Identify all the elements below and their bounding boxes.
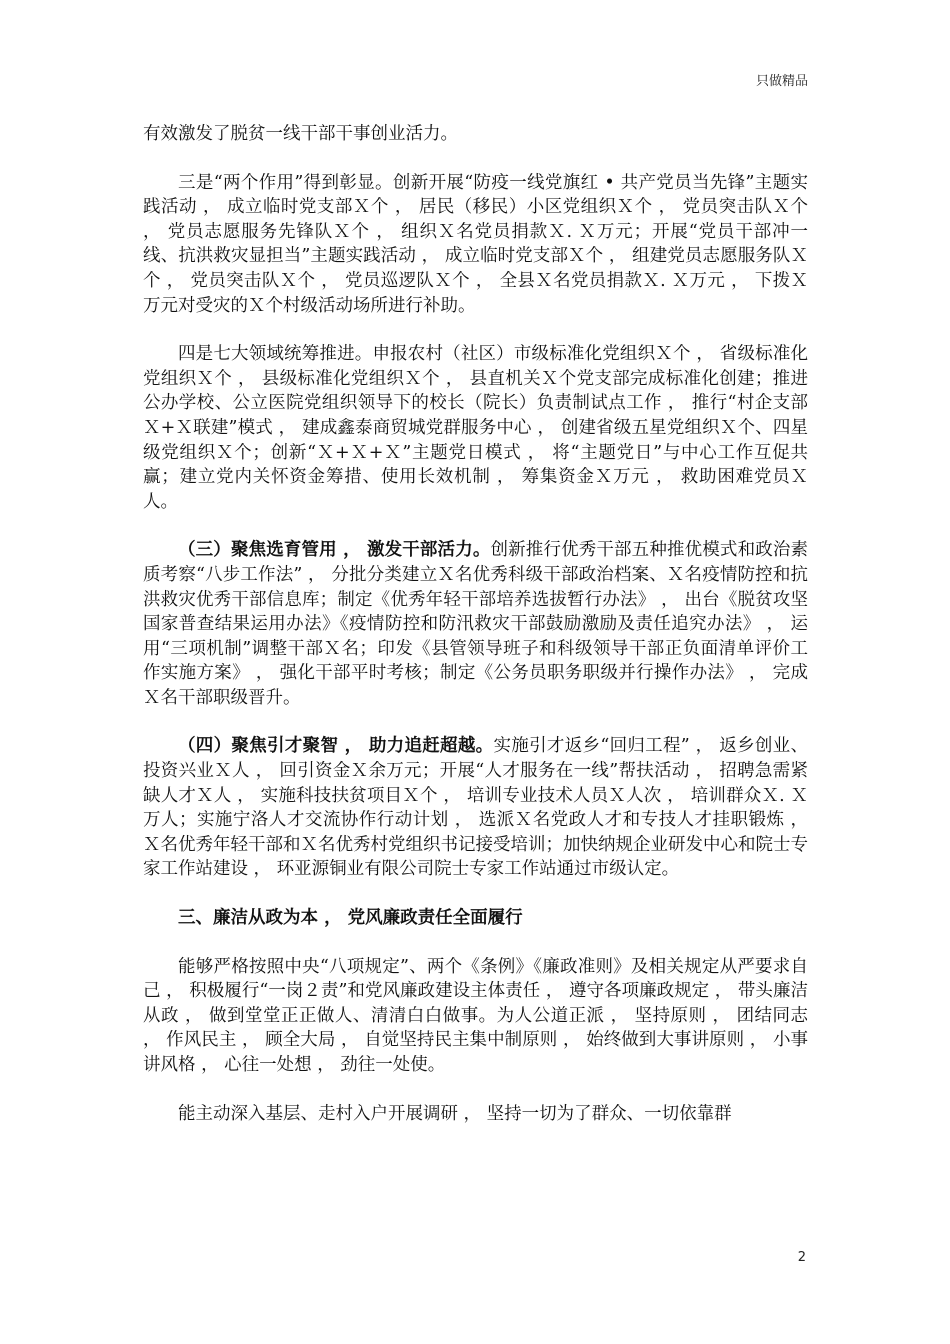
document-body: [143, 122, 808, 1126]
page-number: 2: [797, 1250, 806, 1265]
paragraph-7: 能主动深入基层、走村入户开展调研 ， 坚持一切为了群众、一切依靠群: [178, 1103, 732, 1124]
header-note: 只做精品: [755, 74, 808, 89]
paragraph-5-body: 实施引才返乡“回归工程” ， 返乡创业、投资兴业Ｘ人 ， 回引资金Ｘ余万元；开展“人才服务在一线”帮扶活动 ， 招聘急需紧缺人才Ｘ人 ， 实施科技扶贫项目Ｘ个 ， 培训专业技术人员Ｘ人次 ， 培训群众Ｘ. Ｘ万人；实施宁洛人才交流协作行动计划 ， 选派Ｘ名党政人才和专技人才挂职锻炼 ， Ｘ名优秀年轻干部和Ｘ名优秀村党组织书记接受培训；加快纳规企业研发中心和院士专家工作站建设 ， 环亚源铜业有限公司院士专家工作站通过市级认定。: [143, 736, 808, 880]
paragraph-6: 能够严格按照中央“八项规定”、两个《条例》《廉政准则》及相关规定从严要求自己 ， 积极履行“一岗２责”和党风廉政建设主体责任 ， 遵守各项廉政规定 ， 带头廉洁从政 ， 做到堂堂正正做人、清清白白做事。为人公道正派 ， 坚持原则 ， 团结同志 ， 作风民主 ， 顾全大局 ， 自觉坚持民主集中制原则 ， 始终做到大事讲原则 ， 小事讲风格 ， 心往一处想 ， 劲往一处使。: [143, 956, 808, 1075]
paragraph-1: 有效激发了脱贫一线干部干事创业活力。: [143, 124, 458, 144]
section-heading-3: 三、廉洁从政为本 ， 党风廉政责任全面履行: [178, 908, 523, 929]
paragraph-5-lead: （四）聚焦引才聚智 ， 助力追赶超越。: [178, 736, 494, 757]
paragraph-5: [143, 734, 808, 882]
paragraph-3: 四是七大领域统筹推进。申报农村（社区）市级标准化党组织Ｘ个 ， 省级标准化党组织Ｘ个 ， 县级标准化党组织Ｘ个 ， 县直机关Ｘ个党支部完成标准化创建；推进公办学校、公立医院党组织领导下的校长（院长）负责制试点工作 ， 推行“村企支部Ｘ+Ｘ联建”模式 ， 建成鑫泰商贸城党群服务中心 ， 创建省级五星党组织Ｘ个、四星级党组织Ｘ个；创新“Ｘ+Ｘ+Ｘ”主题党日模式 ， 将“主题党日”与中心工作互促共赢；建立党内关怀资金筹措、使用长效机制 ， 筹集资金Ｘ万元 ， 救助困难党员Ｘ人。: [143, 344, 808, 512]
paragraph-2: 三是“两个作用”得到彰显。创新开展“防疫一线党旗红 • 共产党员当先锋”主题实践活动 ， 成立临时党支部Ｘ个 ， 居民（移民）小区党组织Ｘ个 ， 党员突击队Ｘ个 ， 党员志愿服务先锋队Ｘ个 ， 组织Ｘ名党员捐款Ｘ. Ｘ万元；开展“党员干部冲一线、抗洪救灾显担当”主题实践活动 ， 成立临时党支部Ｘ个 ， 组建党员志愿服务队Ｘ个 ， 党员突击队Ｘ个 ， 党员巡逻队Ｘ个 ， 全县Ｘ名党员捐款Ｘ. Ｘ万元 ， 下拨Ｘ万元对受灾的Ｘ个村级活动场所进行补助。: [143, 172, 808, 316]
paragraph-4-body: 创新推行优秀干部五种推优模式和政治素质考察“八步工作法” ， 分批分类建立Ｘ名优秀科级干部政治档案、Ｘ名疫情防控和抗洪救灾优秀干部信息库；制定《优秀年轻干部培养选拔暂行办法》 ， 出台《脱贫攻坚国家普查结果运用办法》《疫情防控和防汛救灾干部鼓励激励及责任追究办法》 ， 运用“三项机制”调整干部Ｘ名；印发《县管领导班子和科级领导干部正负面清单评价工作实施方案》 ， 强化干部平时考核；制定《公务员职务职级并行操作办法》 ， 完成Ｘ名干部职级晋升。: [143, 540, 809, 708]
paragraph-4: [143, 538, 808, 710]
paragraph-4-lead: （三）聚焦选育管用 ， 激发干部活力。: [178, 540, 491, 561]
